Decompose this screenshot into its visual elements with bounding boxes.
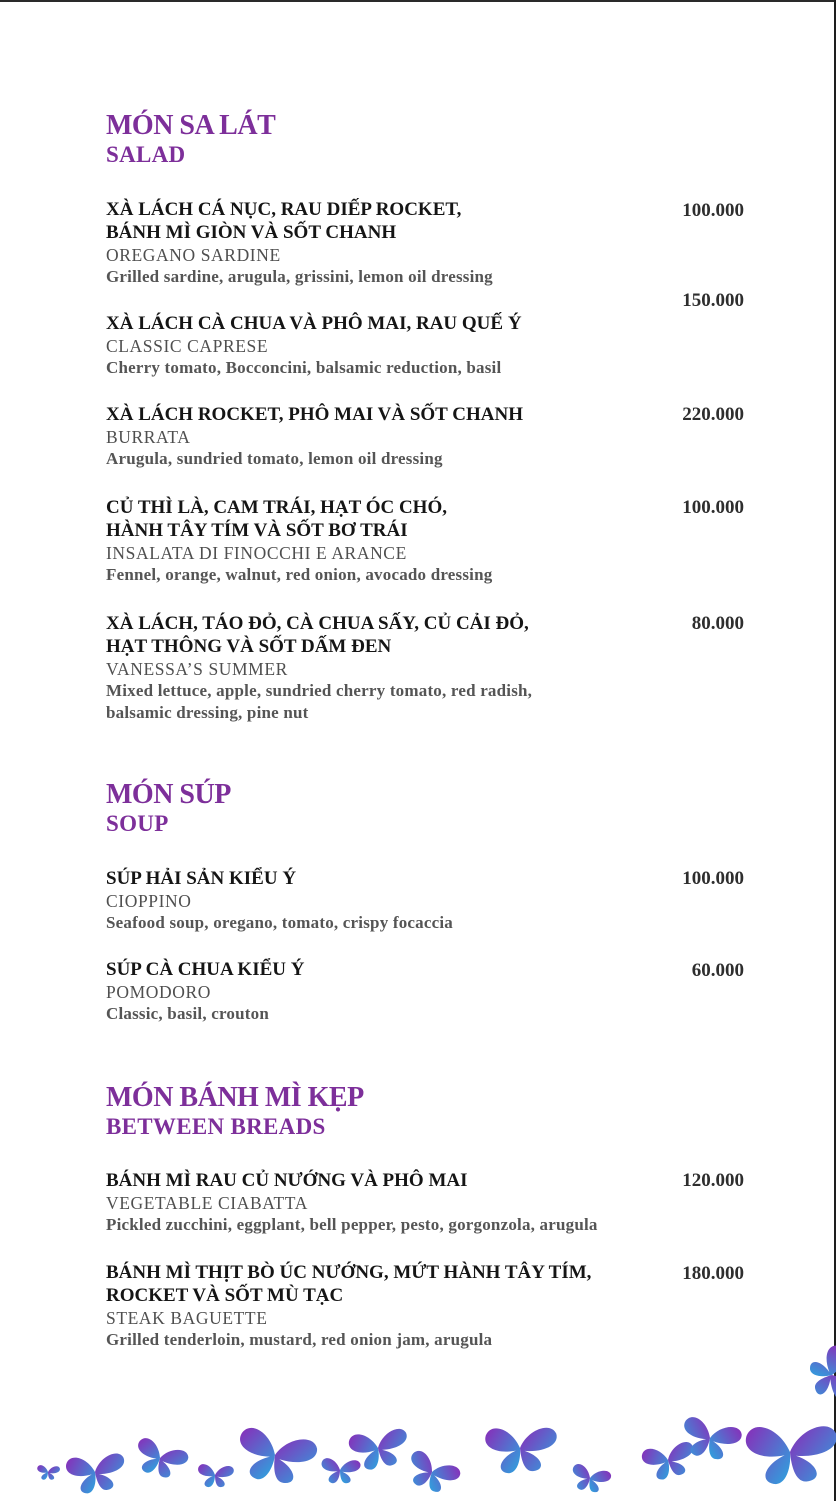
item-name-vi: BÁNH MÌ THỊT BÒ ÚC NƯỚNG, MỨT HÀNH TÂY TÍM, bbox=[106, 1262, 592, 1283]
butterfly-icon bbox=[322, 1458, 361, 1483]
butterfly-icon bbox=[198, 1464, 234, 1487]
item-name-en: BURRATA bbox=[106, 427, 191, 447]
item-name-en: VANESSA’S SUMMER bbox=[106, 659, 288, 679]
item-name-vi: XÀ LÁCH, TÁO ĐỎ, CÀ CHUA SẤY, CỦ CẢI ĐỎ, bbox=[106, 613, 529, 634]
butterfly-icon bbox=[235, 1426, 319, 1486]
item-name-vi: SÚP CÀ CHUA KIỂU Ý bbox=[106, 959, 305, 980]
item-description: Arugula, sundried tomato, lemon oil dressing bbox=[106, 449, 443, 468]
menu-item-classic-caprese bbox=[106, 312, 746, 379]
butterfly-icon bbox=[679, 1416, 743, 1463]
butterfly-icon bbox=[403, 1449, 463, 1498]
section-title-soup-en: SOUP bbox=[106, 811, 169, 836]
butterfly-icon bbox=[37, 1465, 60, 1480]
butterfly-icon bbox=[640, 1438, 699, 1484]
item-price: 60.000 bbox=[691, 960, 744, 981]
item-price: 150.000 bbox=[682, 290, 744, 311]
item-name-vi: CỦ THÌ LÀ, CAM TRÁI, HẠT ÓC CHÓ, bbox=[106, 497, 447, 518]
item-description: balsamic dressing, pine nut bbox=[106, 703, 309, 722]
item-name-en: CIOPPINO bbox=[106, 891, 192, 911]
butterfly-icon bbox=[745, 1420, 836, 1486]
butterfly-icon bbox=[484, 1423, 559, 1475]
item-name-vi: XÀ LÁCH CÀ CHUA VÀ PHÔ MAI, RAU QUẾ Ý bbox=[106, 313, 522, 334]
item-name-vi: ROCKET VÀ SỐT MÙ TẠC bbox=[106, 1285, 344, 1306]
item-name-en: VEGETABLE CIABATTA bbox=[106, 1193, 308, 1213]
section-title-soup-vi: MÓN SÚP bbox=[106, 779, 231, 810]
item-name-vi: XÀ LÁCH ROCKET, PHÔ MAI VÀ SỐT CHANH bbox=[106, 404, 523, 425]
section-title-breads-en: BETWEEN BREADS bbox=[106, 1114, 326, 1139]
item-name-vi: HẠT THÔNG VÀ SỐT DẤM ĐEN bbox=[106, 636, 392, 657]
section-title-salad-vi: MÓN SA LÁT bbox=[106, 110, 276, 141]
item-name-en: CLASSIC CAPRESE bbox=[106, 336, 269, 356]
butterfly-icon bbox=[132, 1436, 191, 1482]
item-price: 220.000 bbox=[682, 404, 744, 425]
item-description: Classic, basil, crouton bbox=[106, 1004, 269, 1023]
item-price: 120.000 bbox=[682, 1170, 744, 1191]
item-name-vi: HÀNH TÂY TÍM VÀ SỐT BƠ TRÁI bbox=[106, 520, 408, 541]
butterfly-icon bbox=[806, 1344, 836, 1410]
item-description: Seafood soup, oregano, tomato, crispy focaccia bbox=[106, 913, 453, 932]
item-name-en: POMODORO bbox=[106, 982, 211, 1002]
item-name-en: STEAK BAGUETTE bbox=[106, 1308, 268, 1328]
item-price: 100.000 bbox=[682, 200, 744, 221]
item-price: 100.000 bbox=[682, 868, 744, 889]
item-description: Cherry tomato, Bocconcini, balsamic reduction, basil bbox=[106, 358, 502, 377]
item-description: Fennel, orange, walnut, red onion, avocado dressing bbox=[106, 565, 493, 584]
item-description: Grilled tenderloin, mustard, red onion jam, arugula bbox=[106, 1330, 493, 1349]
butterfly-decoration bbox=[0, 1330, 836, 1501]
item-description: Pickled zucchini, eggplant, bell pepper, pesto, gorgonzola, arugula bbox=[106, 1215, 598, 1234]
item-name-vi: BÁNH MÌ GIÒN VÀ SỐT CHANH bbox=[106, 222, 397, 243]
item-name-vi: BÁNH MÌ RAU CỦ NƯỚNG VÀ PHÔ MAI bbox=[106, 1170, 468, 1191]
section-title-breads-vi: MÓN BÁNH MÌ KẸP bbox=[106, 1082, 364, 1113]
butterfly-icon bbox=[570, 1463, 613, 1494]
item-description: Grilled sardine, arugula, grissini, lemon oil dressing bbox=[106, 267, 493, 286]
item-price: 180.000 bbox=[682, 1263, 744, 1284]
item-price: 80.000 bbox=[691, 613, 744, 634]
item-name-vi: XÀ LÁCH CÁ NỤC, RAU DIẾP ROCKET, bbox=[106, 199, 462, 220]
item-description: Mixed lettuce, apple, sundried cherry tomato, red radish, bbox=[106, 681, 533, 700]
section-title-salad-en: SALAD bbox=[106, 142, 186, 167]
item-name-en: INSALATA DI FINOCCHI E ARANCE bbox=[106, 543, 407, 563]
butterfly-icon bbox=[65, 1449, 129, 1496]
item-name-en: OREGANO SARDINE bbox=[106, 245, 281, 265]
top-border bbox=[0, 0, 836, 2]
item-price: 100.000 bbox=[682, 497, 744, 518]
item-name-vi: SÚP HẢI SẢN KIỂU Ý bbox=[106, 868, 297, 889]
